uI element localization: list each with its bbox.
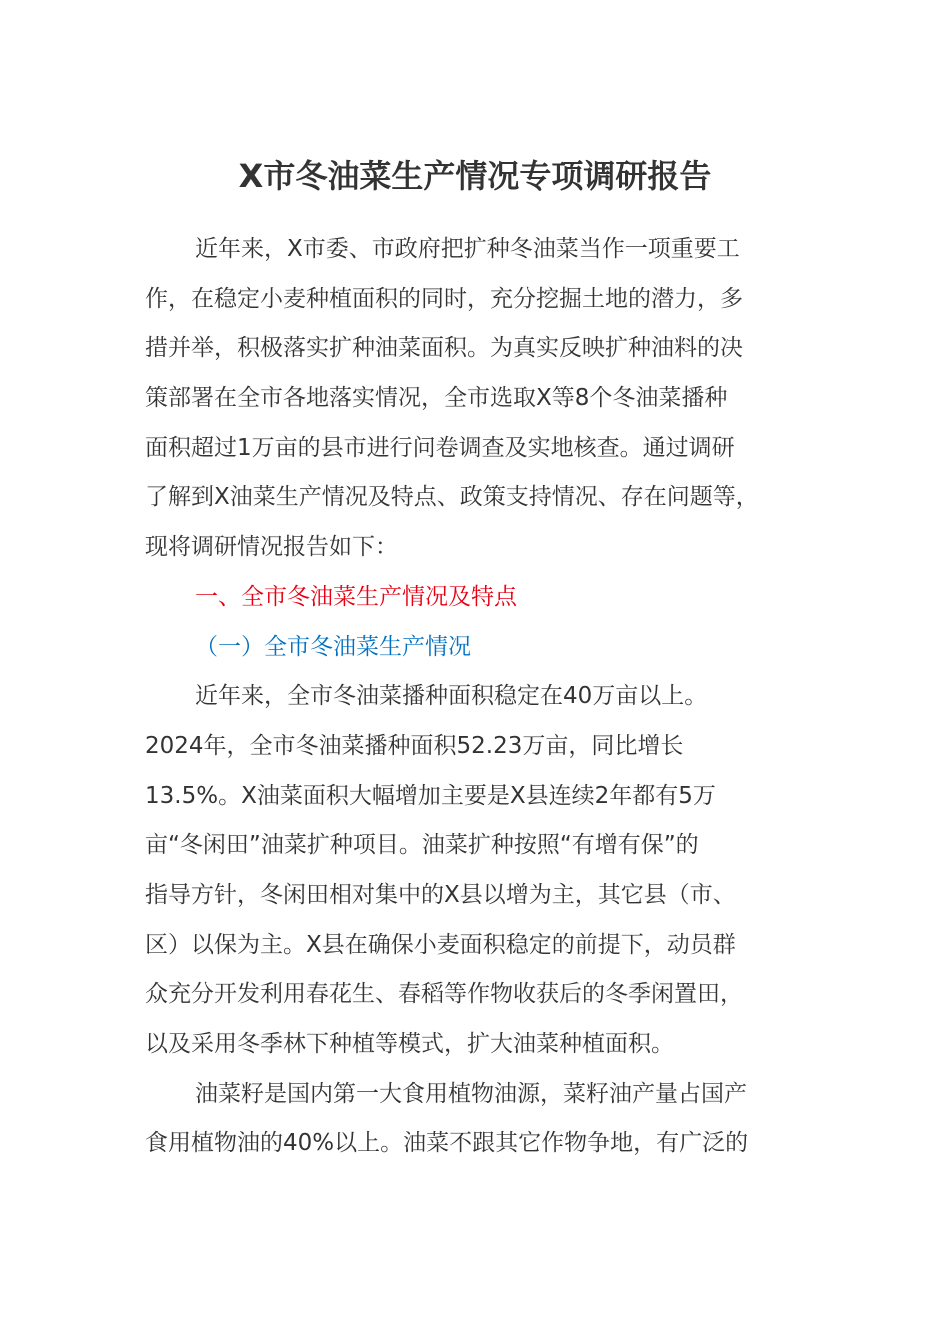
paragraph-line: 策部署在全市各地落实情况，全市选取X等8个冬油菜播种 [145, 385, 728, 412]
paragraph-line: 油菜籽是国内第一大食用植物油源，菜籽油产量占国产 [195, 1080, 747, 1107]
paragraph-line: 以及采用冬季林下种植等模式，扩大油菜种植面积。 [145, 1031, 674, 1057]
paragraph-line: 亩“冬闲田”油菜扩种项目。油菜扩种按照“有增有保”的 [145, 832, 699, 859]
paragraph-line: 13.5%。X油菜面积大幅增加主要是X县连续2年都有5万 [145, 782, 716, 809]
report-body [145, 225, 810, 1169]
paragraph-line: 指导方针，冬闲田相对集中的X县以增为主，其它县（市、 [145, 881, 736, 908]
paragraph-line: 区）以保为主。X县在确保小麦面积稳定的前提下，动员群 [145, 931, 736, 958]
paragraph-line: 近年来，X市委、市政府把扩种冬油菜当作一项重要工 [195, 236, 740, 262]
section-heading-1: 一、全市冬油菜生产情况及特点 [195, 583, 517, 610]
paragraph-line: 措并举，积极落实扩种油菜面积。为真实反映扩种油料的决 [145, 335, 743, 362]
paragraph-line: 近年来，全市冬油菜播种面积稳定在40万亩以上。 [195, 683, 708, 710]
section-heading-2: （一）全市冬油菜生产情况 [195, 633, 471, 660]
paragraph-line: 食用植物油的40%以上。油菜不跟其它作物争地，有广泛的 [145, 1130, 749, 1157]
report-title: X市冬油菜生产情况专项调研报告 [238, 157, 712, 195]
paragraph-line: 众充分开发利用春花生、春稻等作物收获后的冬季闲置田， [145, 981, 743, 1008]
paragraph-line: 2024年，全市冬油菜播种面积52.23万亩，同比增长 [145, 732, 684, 759]
paragraph-line: 了解到X油菜生产情况及特点、政策支持情况、存在问题等， [145, 484, 759, 511]
paragraph-line: 作，在稳定小麦种植面积的同时，充分挖掘土地的潜力，多 [145, 285, 743, 312]
paragraph-line: 现将调研情况报告如下： [145, 534, 398, 561]
paragraph-line: 面积超过1万亩的县市进行问卷调查及实地核查。通过调研 [145, 434, 735, 461]
